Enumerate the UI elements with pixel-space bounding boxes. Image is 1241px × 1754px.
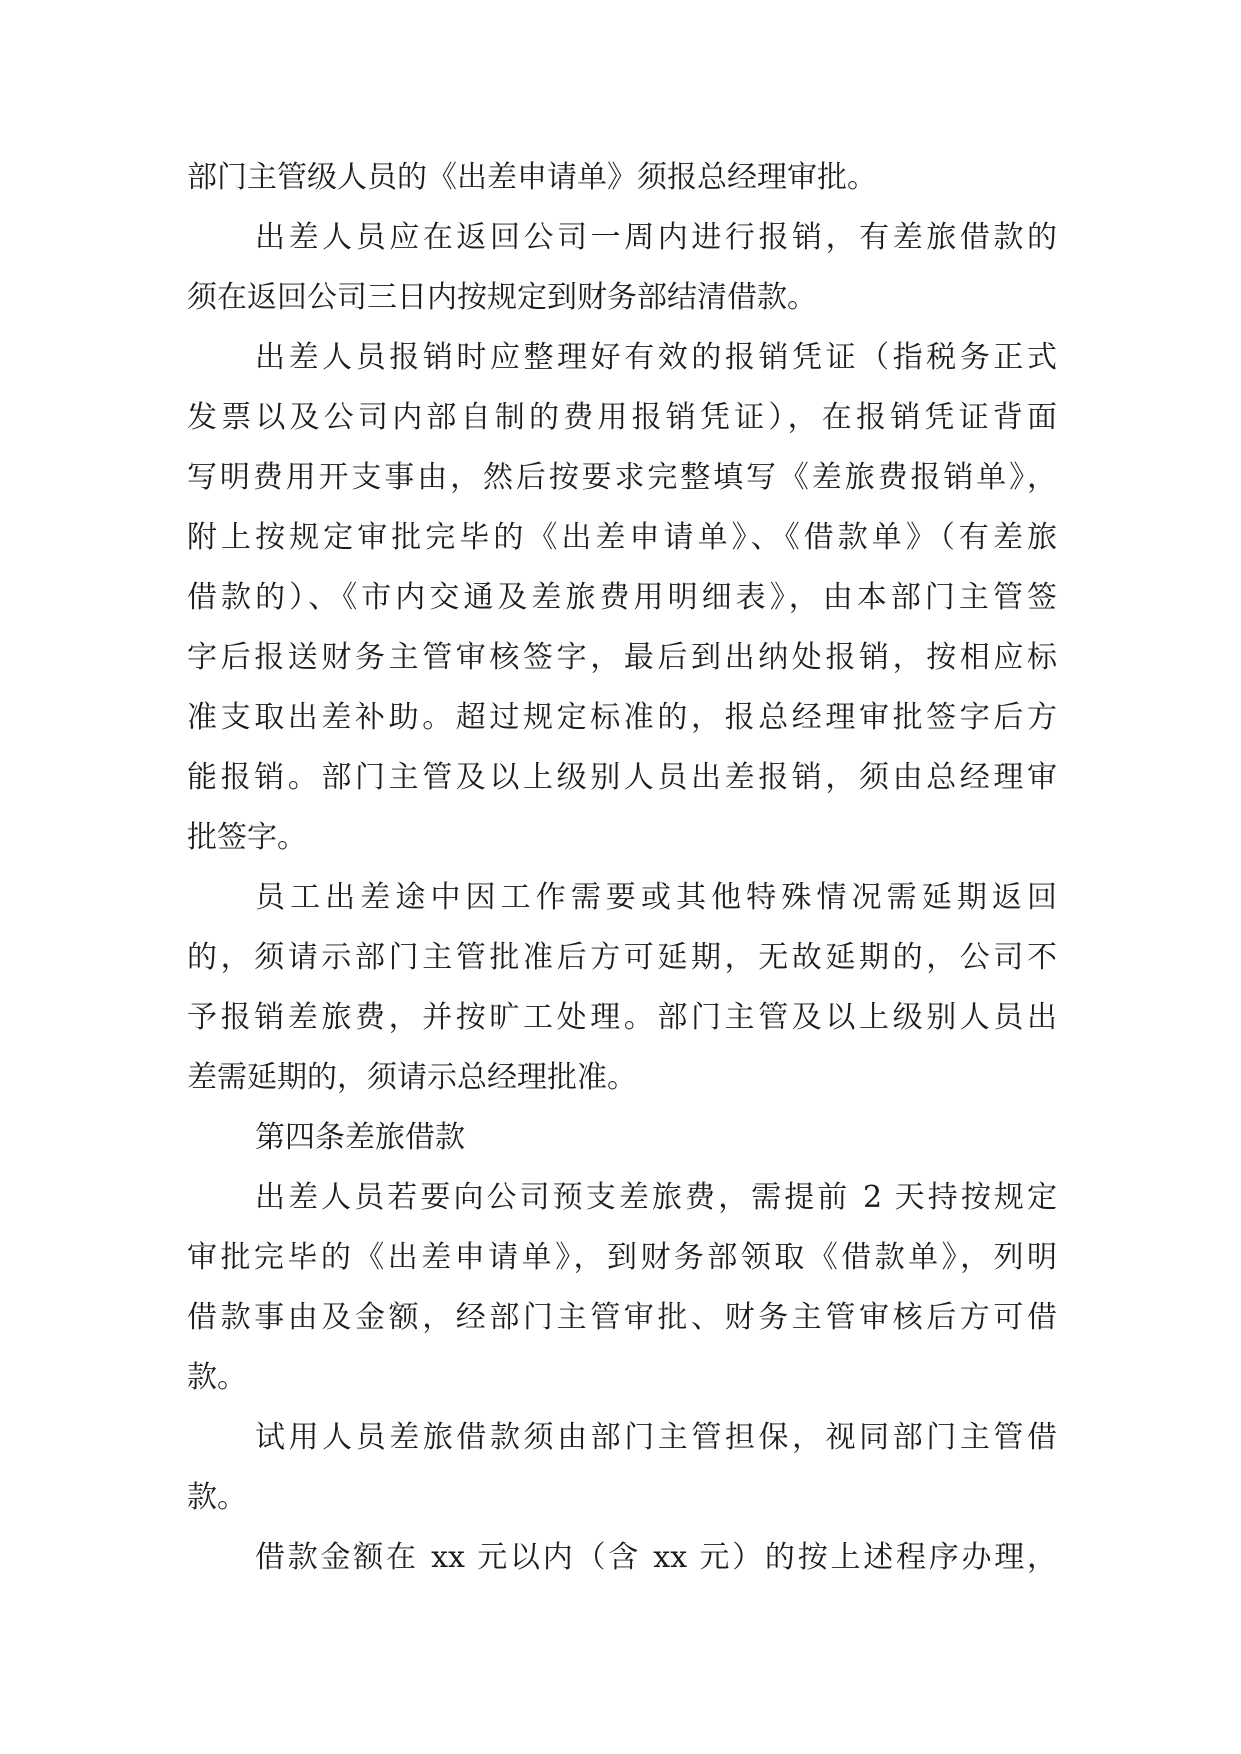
text-line: 写明费用开支事由，然后按要求完整填写《差旅费报销单》， [187, 460, 1057, 495]
text-line: 员工出差途中因工作需要或其他特殊情况需延期返回 [255, 880, 1057, 915]
text-line: 能报销。部门主管及以上级别人员出差报销，须由总经理审 [187, 760, 1057, 795]
text-line: 差需延期的，须请示总经理批准。 [187, 1060, 637, 1095]
section-heading: 第四条差旅借款 [255, 1120, 465, 1155]
text-line: 款。 [187, 1480, 247, 1515]
text-line: 借款金额在 xx 元以内（含 xx 元）的按上述程序办理， [255, 1540, 1057, 1575]
text-line: 出差人员若要向公司预支差旅费，需提前 2 天持按规定 [255, 1180, 1057, 1215]
text-line: 借款事由及金额，经部门主管审批、财务主管审核后方可借 [187, 1300, 1057, 1335]
text-line: 字后报送财务主管审核签字，最后到出纳处报销，按相应标 [187, 640, 1057, 675]
text-line: 试用人员差旅借款须由部门主管担保，视同部门主管借 [255, 1420, 1057, 1455]
text-line: 的，须请示部门主管批准后方可延期，无故延期的，公司不 [187, 940, 1057, 975]
text-line: 出差人员报销时应整理好有效的报销凭证（指税务正式 [255, 340, 1057, 375]
text-line: 予报销差旅费，并按旷工处理。部门主管及以上级别人员出 [187, 1000, 1057, 1035]
text-line: 部门主管级人员的《出差申请单》须报总经理审批。 [187, 160, 877, 195]
text-line: 审批完毕的《出差申请单》，到财务部领取《借款单》，列明 [187, 1240, 1057, 1275]
text-line: 借款的）、《市内交通及差旅费用明细表》，由本部门主管签 [187, 580, 1057, 615]
text-line: 款。 [187, 1360, 247, 1395]
text-line: 发票以及公司内部自制的费用报销凭证），在报销凭证背面 [187, 400, 1057, 435]
text-line: 批签字。 [187, 820, 307, 855]
text-line: 准支取出差补助。超过规定标准的，报总经理审批签字后方 [187, 700, 1057, 735]
text-line: 须在返回公司三日内按规定到财务部结清借款。 [187, 280, 817, 315]
text-line: 出差人员应在返回公司一周内进行报销，有差旅借款的 [255, 220, 1057, 255]
text-line: 附上按规定审批完毕的《出差申请单》、《借款单》（有差旅 [187, 520, 1057, 555]
document-body [187, 156, 1057, 1596]
